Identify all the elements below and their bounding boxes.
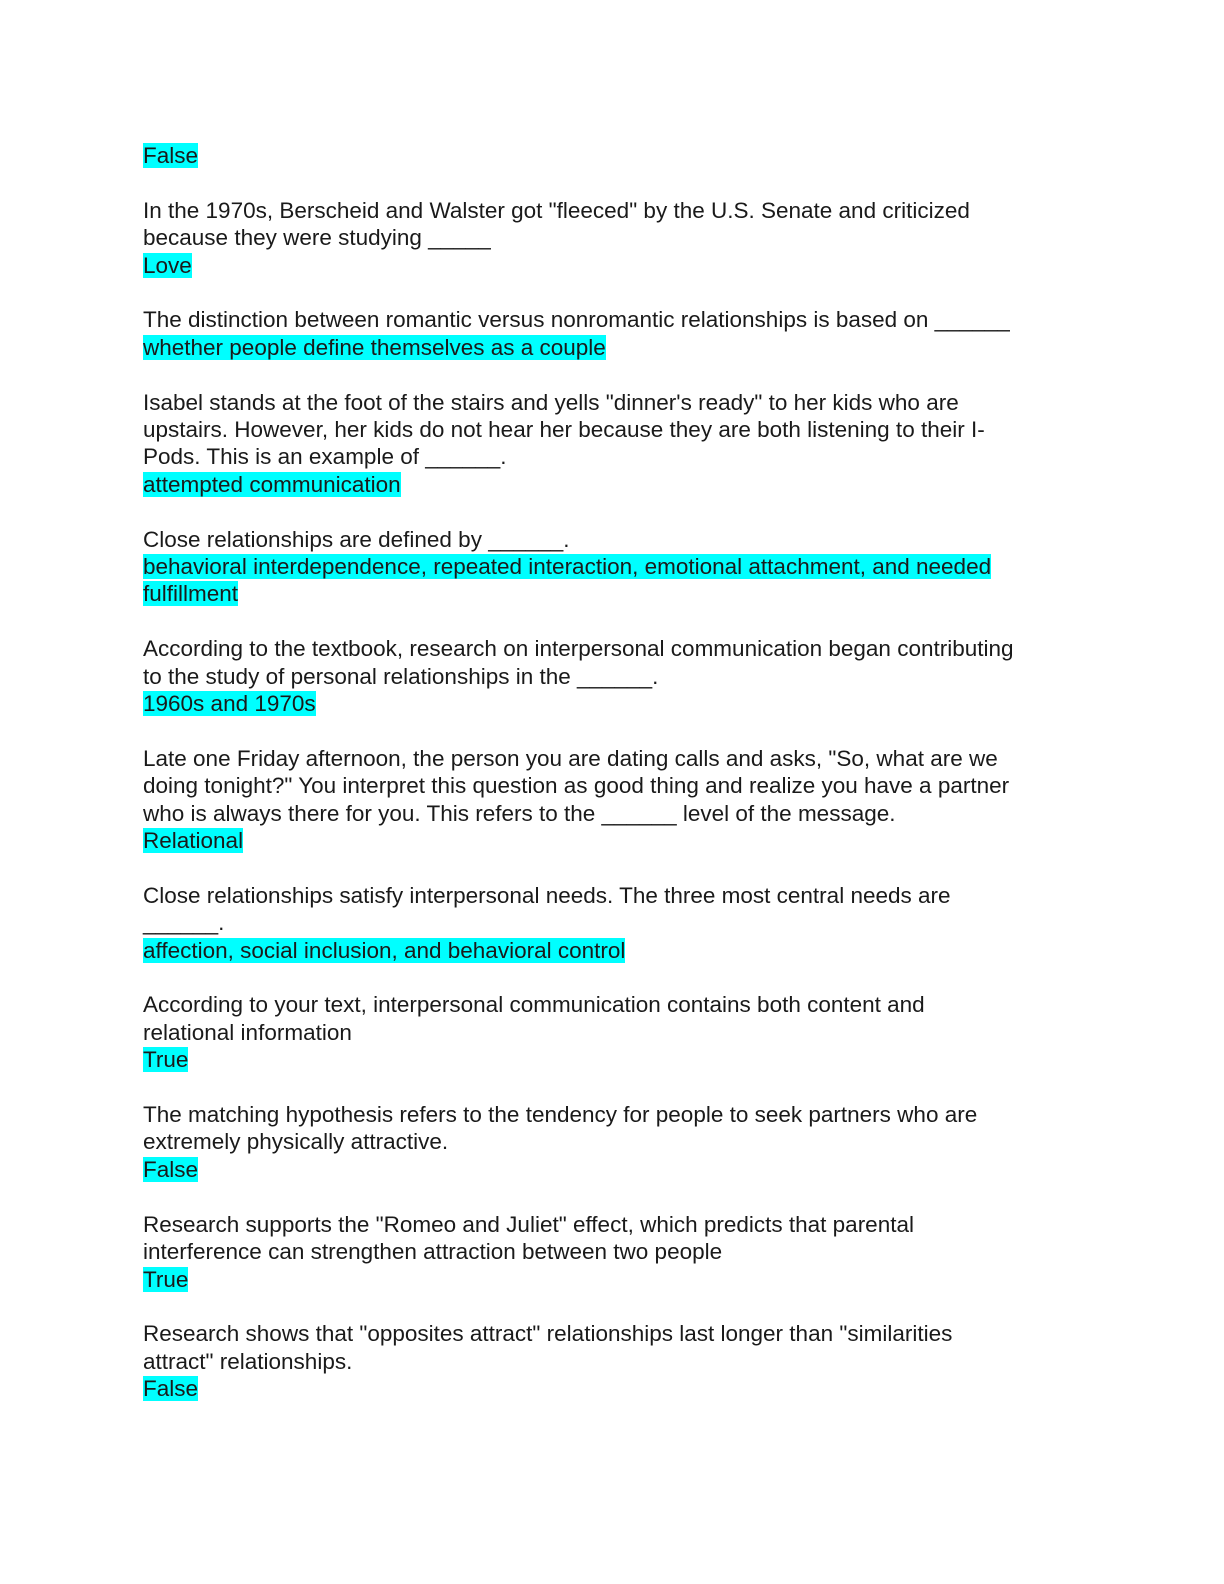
question-line: Close relationships satisfy interpersonal needs. The three most central needs are	[143, 882, 951, 908]
question-line: According to the textbook, research on interpersonal communication began contributing	[143, 636, 1014, 662]
answer-line: attempted communication	[143, 471, 401, 497]
question-line: Research shows that "opposites attract" relationships last longer than "similarities	[143, 1321, 953, 1347]
paragraph-gap	[143, 1293, 1073, 1320]
answer-text	[143, 1375, 1073, 1402]
answer-line: Relational	[143, 828, 244, 854]
qa-item	[143, 1320, 1073, 1402]
qa-item	[143, 882, 1073, 964]
answer-text	[143, 690, 1073, 717]
qa-item	[143, 991, 1073, 1073]
question-line: interference can strengthen attraction between two people	[143, 1239, 723, 1265]
qa-item	[143, 197, 1073, 279]
answer-line: affection, social inclusion, and behavioral control	[143, 937, 626, 963]
question-line: to the study of personal relationships in the ______.	[143, 663, 659, 689]
answer-line: behavioral interdependence, repeated interaction, emotional attachment, and needed	[143, 554, 992, 580]
answer-line: whether people define themselves as a couple	[143, 334, 606, 360]
paragraph-gap	[143, 854, 1073, 881]
answer-line: True	[143, 1047, 189, 1073]
answer-text	[143, 142, 1073, 169]
answer-line: False	[143, 143, 199, 168]
document-page	[143, 142, 1073, 1403]
question-line: Close relationships are defined by ______.	[143, 526, 570, 552]
answer-text	[143, 937, 1073, 964]
answer-text	[143, 1046, 1073, 1073]
answer-line: True	[143, 1266, 189, 1292]
question-line: who is always there for you. This refers to the ______ level of the message.	[143, 800, 896, 826]
paragraph-gap	[143, 169, 1073, 196]
paragraph-gap	[143, 608, 1073, 635]
answer-line: fulfillment	[143, 581, 239, 607]
qa-item	[143, 142, 1073, 169]
question-line: In the 1970s, Berscheid and Walster got "fleeced" by the U.S. Senate and criticized	[143, 197, 970, 223]
paragraph-gap	[143, 279, 1073, 306]
qa-item	[143, 1211, 1073, 1293]
qa-item	[143, 526, 1073, 608]
question-line: Pods. This is an example of ______.	[143, 444, 507, 470]
question-line: ______.	[143, 910, 225, 936]
question-line: Late one Friday afternoon, the person you are dating calls and asks, "So, what are we	[143, 745, 998, 771]
answer-text	[143, 1156, 1073, 1183]
qa-item	[143, 1101, 1073, 1183]
answer-text	[143, 252, 1073, 279]
paragraph-gap	[143, 1074, 1073, 1101]
paragraph-gap	[143, 717, 1073, 744]
answer-text	[143, 580, 1073, 607]
paragraph-gap	[143, 498, 1073, 525]
qa-item	[143, 306, 1073, 361]
answer-text	[143, 1266, 1073, 1293]
question-line: relational information	[143, 1019, 352, 1045]
paragraph-gap	[143, 964, 1073, 991]
answer-text	[143, 471, 1073, 498]
answer-line: Love	[143, 252, 192, 278]
answer-line: 1960s and 1970s	[143, 691, 316, 717]
qa-item	[143, 635, 1073, 717]
question-line: Research supports the "Romeo and Juliet" effect, which predicts that parental	[143, 1211, 914, 1237]
answer-text	[143, 553, 1073, 580]
question-line: The distinction between romantic versus nonromantic relationships is based on ______	[143, 307, 1010, 333]
qa-item	[143, 389, 1073, 499]
question-line: doing tonight?" You interpret this question as good thing and realize you have a partner	[143, 773, 1010, 799]
answer-line: False	[143, 1156, 199, 1182]
question-line: because they were studying _____	[143, 225, 491, 251]
question-line: upstairs. However, her kids do not hear her because they are both listening to their I-	[143, 417, 985, 443]
question-line: extremely physically attractive.	[143, 1129, 449, 1155]
question-line: Isabel stands at the foot of the stairs and yells "dinner's ready" to her kids who are	[143, 389, 959, 415]
answer-line: False	[143, 1376, 199, 1402]
question-line: According to your text, interpersonal communication contains both content and	[143, 992, 925, 1018]
paragraph-gap	[143, 1183, 1073, 1210]
paragraph-gap	[143, 361, 1073, 388]
question-line: The matching hypothesis refers to the tendency for people to seek partners who are	[143, 1102, 978, 1128]
question-line: attract" relationships.	[143, 1348, 353, 1374]
answer-text	[143, 827, 1073, 854]
qa-item	[143, 745, 1073, 855]
answer-text	[143, 334, 1073, 361]
